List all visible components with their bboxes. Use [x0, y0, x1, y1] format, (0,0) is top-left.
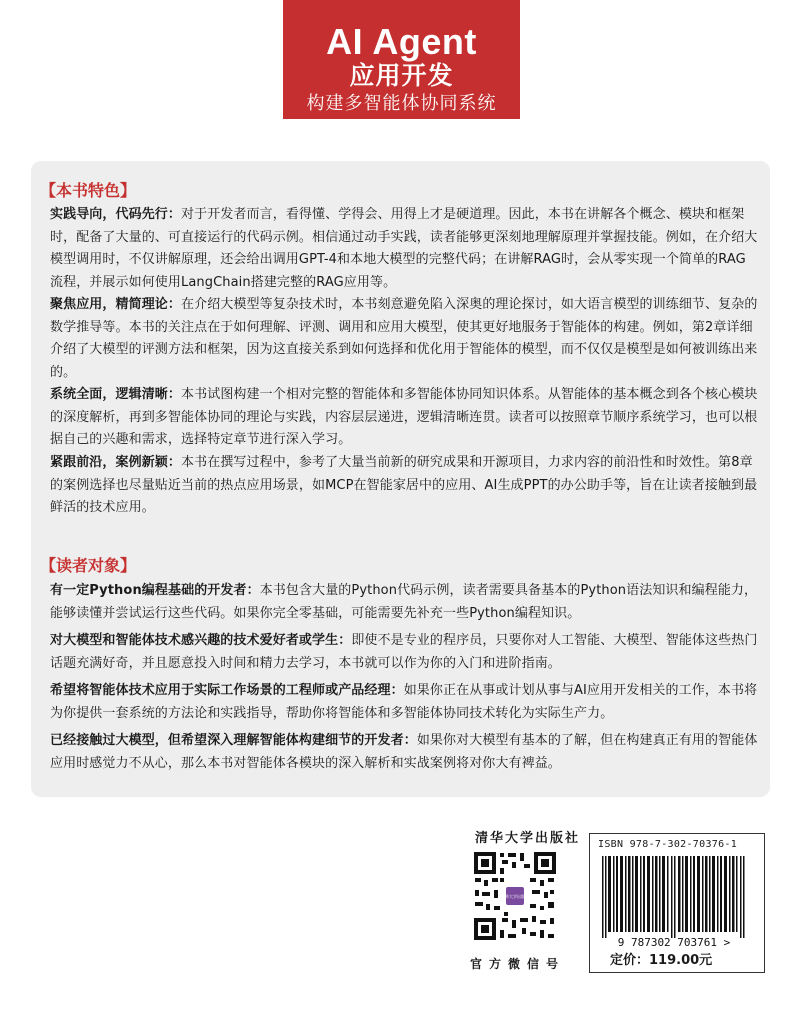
audience-body: 本书包含大量的Python代码示例，读者需要具备基本的Python语法知识和编程能力，能够读懂并尝试运行这些代码。如果你完全零基础，可能需要先补充一些Python编程知识。 — [50, 583, 758, 621]
feature-paragraph — [50, 294, 758, 384]
feature-paragraph — [50, 204, 758, 294]
feature-body: 对于开发者而言，看得懂、学得会、用得上才是硬道理。因此，本书在讲解各个概念、模块和框架时，配备了大量的、可直接运行的代码示例。相信通过动手实践，读者能够更深刻地理解原理并掌握技能。例如，在介绍大模型调用时，不仅讲解原理，还会给出调用GPT-4和本地大模型的完整代码；在讲解RAG时，会从零实现一个简单的RAG流程，并展示如何使用LangChain搭建完整的RAG应用等。 — [50, 207, 758, 290]
barcode-icon — [596, 856, 756, 948]
price-row — [610, 949, 712, 968]
feature-paragraph — [50, 384, 758, 452]
audience-body: 即使不是专业的程序员，只要你对人工智能、大模型、智能体这些热门话题充满好奇，并且愿意投入时间和精力去学习，本书就可以作为你的入门和进阶指南。 — [50, 633, 758, 671]
feature-lead: 紧跟前沿，案例新颖： — [50, 455, 182, 470]
audience-lead: 对大模型和智能体技术感兴趣的技术爱好者或学生： — [50, 633, 352, 648]
audience-lead: 希望将智能体技术应用于实际工作场景的工程师或产品经理： — [50, 683, 404, 698]
feature-lead: 聚焦应用，精简理论： — [50, 297, 182, 312]
publisher-name: 清华大学出版社 — [475, 831, 581, 846]
audience-lead: 有一定Python编程基础的开发者： — [50, 583, 260, 598]
feature-body: 在介绍大模型等复杂技术时，本书刻意避免陷入深奥的理论探讨，如大语言模型的训练细节、复杂的数学推导等。本书的关注点在于如何理解、评测、调用和应用大模型，使其更好地服务于智能体的构建。例如，第2章详细介绍了大模型的评测方法和框架，因为这直接关系到如何选择和优化用于智能体的模型，而不仅仅是模型是如何被训练出来的。 — [50, 297, 758, 380]
feature-lead: 系统全面，逻辑清晰： — [50, 387, 182, 402]
audience-paragraph — [50, 580, 758, 625]
barcode-digits: 9 787302 703761 > — [617, 936, 731, 948]
audience-heading: 【读者对象】 — [40, 556, 137, 575]
feature-lead: 实践导向，代码先行： — [50, 207, 182, 222]
price-label: 定价： — [610, 953, 650, 968]
book-subtitle: 构建多智能体协同系统 — [306, 93, 497, 114]
audience-paragraph — [50, 730, 758, 775]
audience-body: 如果你正在从事或计划从事与AI应用开发相关的工作，本书将为你提供一套系统的方法论和实践指导，帮助你将智能体和多智能体协同技术转化为实际生产力。 — [50, 683, 758, 721]
audience-body: 如果你对大模型有基本的了解，但在构建真正有用的智能体应用时感觉力不从心，那么本书对智能体各模块的深入解析和实战案例将对你大有裨益。 — [50, 733, 758, 771]
qr-code-icon — [472, 850, 558, 942]
book-title-english: AI Agent — [326, 21, 477, 62]
qr-caption: 官方微信号 — [470, 957, 566, 971]
feature-paragraph — [50, 452, 758, 520]
feature-body: 本书试图构建一个相对完整的智能体和多智能体协同知识体系。从智能体的基本概念到各个核心模块的深度解析，再到多智能体协同的理论与实践，内容层层递进，逻辑清晰连贯。读者可以按照章节顺序系统学习，也可以根据自己的兴趣和需求，选择特定章节进行深入学习。 — [50, 387, 758, 447]
cover-title-block — [283, 0, 520, 119]
feature-body: 本书在撰写过程中，参考了大量当前新的研究成果和开源项目，力求内容的前沿性和时效性。第8章的案例选择也尽量贴近当前的热点应用场景，如MCP在智能家居中的应用、AI生成PPT的办公助手等，旨在让读者接触到最鲜活的技术应用。 — [50, 455, 758, 515]
audience-paragraph — [50, 630, 758, 675]
audience-lead: 已经接触过大模型，但希望深入理解智能体构建细节的开发者： — [50, 733, 417, 748]
isbn-barcode-box — [589, 833, 765, 973]
price-value: 119.00元 — [649, 953, 713, 968]
book-title-chinese: 应用开发 — [349, 61, 454, 90]
isbn-number: ISBN 978-7-302-70376-1 — [598, 839, 738, 850]
qr-badge-text: 清华大学出版社 — [501, 894, 529, 899]
audience-paragraph — [50, 680, 758, 725]
features-heading: 【本书特色】 — [40, 181, 137, 200]
